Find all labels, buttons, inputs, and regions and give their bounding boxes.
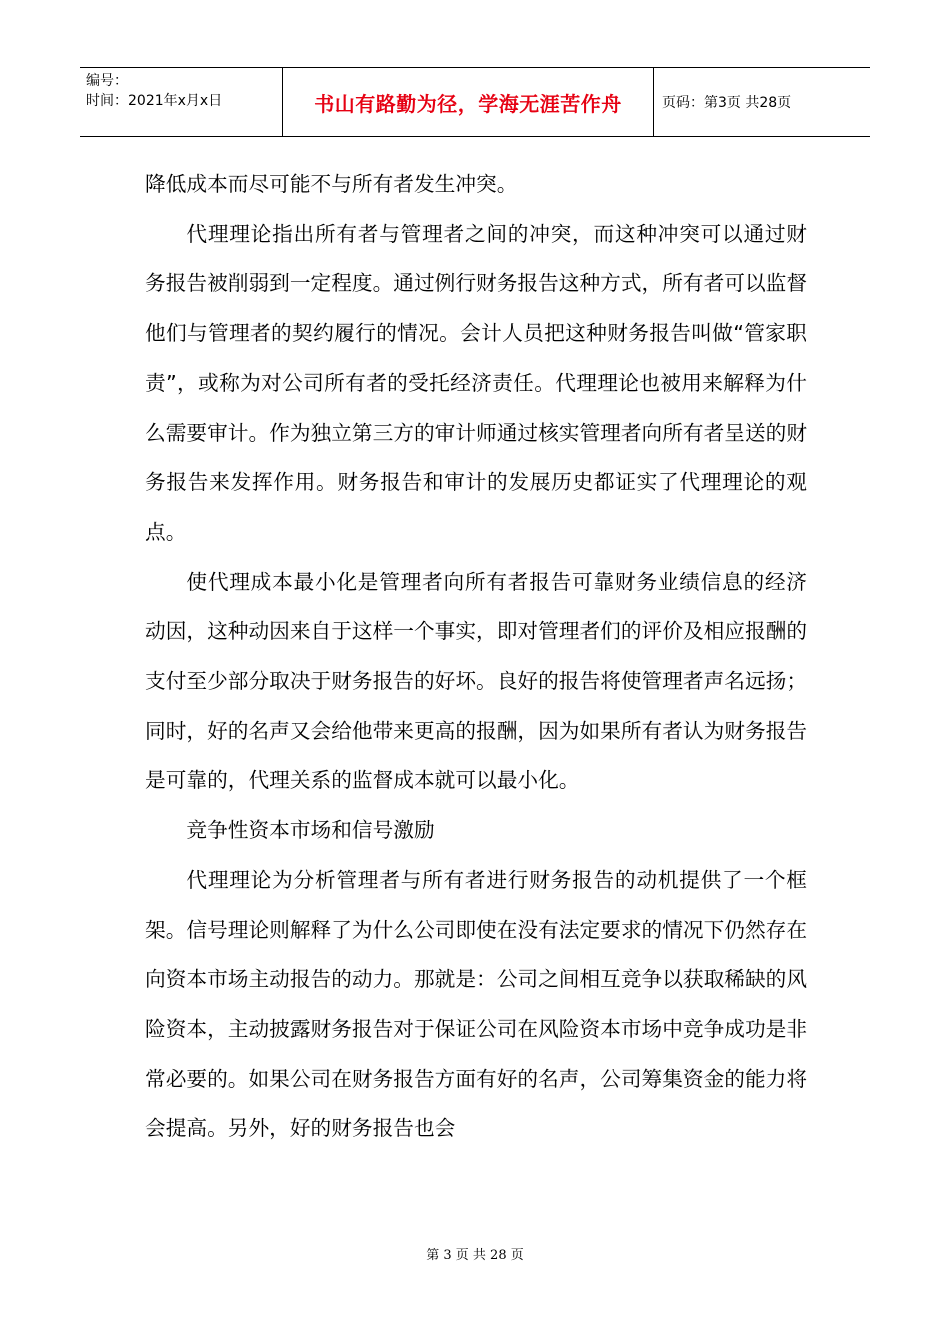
paragraph-1: 降低成本而尽可能不与所有者发生冲突。 [145,172,518,196]
header-meta-cell [80,68,283,136]
paragraph-3: 使代理成本最小化是管理者向所有者报告可靠财务业绩信息的经济动因，这种动因来自于这样一个事实，即对管理者们的评价及相应报酬的支付至少部分取决于财务报告的好坏。良好的报告将使管理者声名远扬；同时，好的名声又会给他带来更高的报酬，因为如果所有者认为财务报告是可靠的，代理关系的监督成本就可以最小化。 [145,569,808,793]
document-time-label: 时间：2021年x月x日 [86,93,223,109]
paragraph-2: 代理理论指出所有者与管理者之间的冲突，而这种冲突可以通过财务报告被削弱到一定程度。通过例行财务报告这种方式，所有者可以监督他们与管理者的契约履行的情况。会计人员把这种财务报告叫做“管家职责”，或称为对公司所有者的受托经济责任。代理理论也被用来解释为什么需要审计。作为独立第三方的审计师通过核实管理者向所有者呈送的财务报告来发挥作用。财务报告和审计的发展历史都证实了代理理论的观点。 [145,221,808,544]
header-page-cell [654,68,870,136]
header-motto: 书山有路勤为径，学海无涯苦作舟 [314,91,622,116]
section-heading: 竞争性资本市场和信号激励 [186,818,435,843]
paragraph-4: 代理理论为分析管理者与所有者进行财务报告的动机提供了一个框架。信号理论则解释了为什么公司即使在没有法定要求的情况下仍然存在向资本市场主动报告的动力。那就是：公司之间相互竞争以获取稀缺的风险资本，主动披露财务报告对于保证公司在风险资本市场中竞争成功是非常必要的。如果公司在财务报告方面有好的名声，公司筹集资金的能力将会提高。另外，好的财务报告也会 [145,867,808,1141]
header-page-info: 页码：第3页 共28页 [662,95,792,111]
document-number-label: 编号： [86,73,128,89]
document-body [145,160,807,1154]
page-header [80,67,870,137]
page-footer: 第 3 页 共 28 页 [426,1248,524,1263]
header-motto-cell [283,68,654,136]
